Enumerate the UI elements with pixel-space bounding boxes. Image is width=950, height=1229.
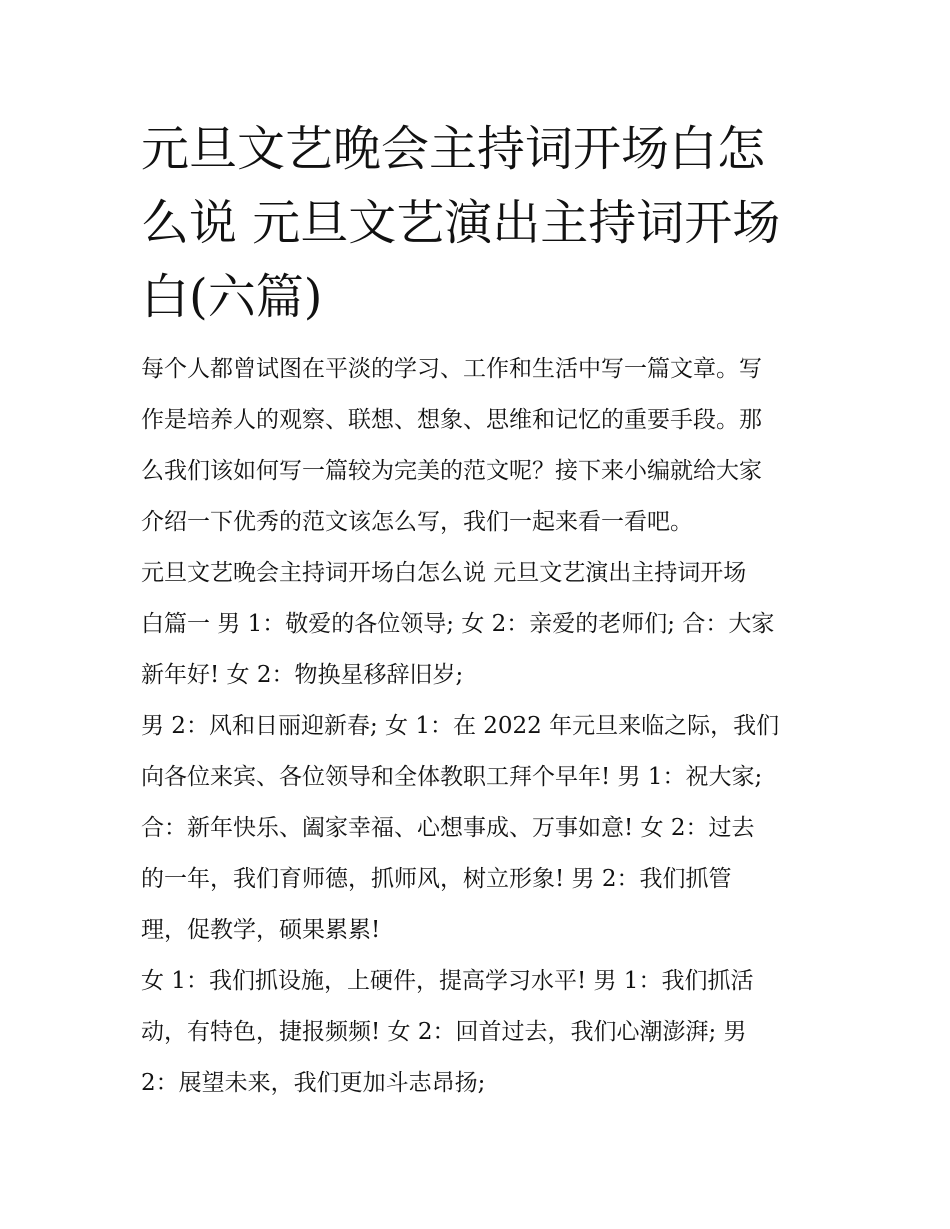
title-line: 么说 元旦文艺演出主持词开场: [141, 195, 781, 251]
paragraph-line: 的一年，我们育师德，抓师风，树立形象! 男 2：我们抓管: [141, 866, 732, 892]
paragraph-line: 合：新年快乐、阖家幸福、心想事成、万事如意! 女 2：过去: [141, 815, 755, 841]
body-paragraph: [141, 701, 813, 956]
paragraph-line: 向各位来宾、各位领导和全体教职工拜个早年! 男 1：祝大家;: [141, 764, 763, 790]
paragraph-line: 介绍一下优秀的范文该怎么写，我们一起来看一看吧。: [141, 509, 693, 535]
paragraph-line: 理，促教学，硕果累累!: [141, 917, 381, 943]
paragraph-line: 动，有特色，捷报频频! 女 2：回首过去，我们心潮澎湃; 男: [141, 1019, 747, 1045]
body-paragraph: [141, 956, 813, 1109]
paragraph-line: 元旦文艺晚会主持词开场白怎么说 元旦文艺演出主持词开场: [141, 560, 747, 586]
paragraph-line: 女 1：我们抓设施，上硬件，提高学习水平! 男 1：我们抓活: [141, 968, 754, 994]
intro-paragraph: [141, 344, 813, 548]
body-paragraph: [141, 548, 813, 701]
paragraph-line: 作是培养人的观察、联想、想象、思维和记忆的重要手段。那: [141, 407, 762, 433]
paragraph-line: 白篇一 男 1：敬爱的各位领导; 女 2：亲爱的老师们; 合：大家: [141, 611, 775, 637]
paragraph-line: 2：展望未来，我们更加斗志昂扬;: [141, 1070, 486, 1096]
document-title: [141, 112, 813, 334]
paragraph-line: 么我们该如何写一篇较为完美的范文呢？接下来小编就给大家: [141, 458, 762, 484]
title-line: 元旦文艺晚会主持词开场白怎: [141, 121, 766, 177]
title-line: 白(六篇): [141, 269, 323, 325]
document-page: [141, 112, 813, 1109]
paragraph-line: 新年好! 女 2：物换星移辞旧岁;: [141, 662, 464, 688]
paragraph-line: 男 2：风和日丽迎新春; 女 1：在 2022 年元旦来临之际，我们: [141, 713, 780, 739]
paragraph-line: 每个人都曾试图在平淡的学习、工作和生活中写一篇文章。写: [141, 356, 762, 382]
